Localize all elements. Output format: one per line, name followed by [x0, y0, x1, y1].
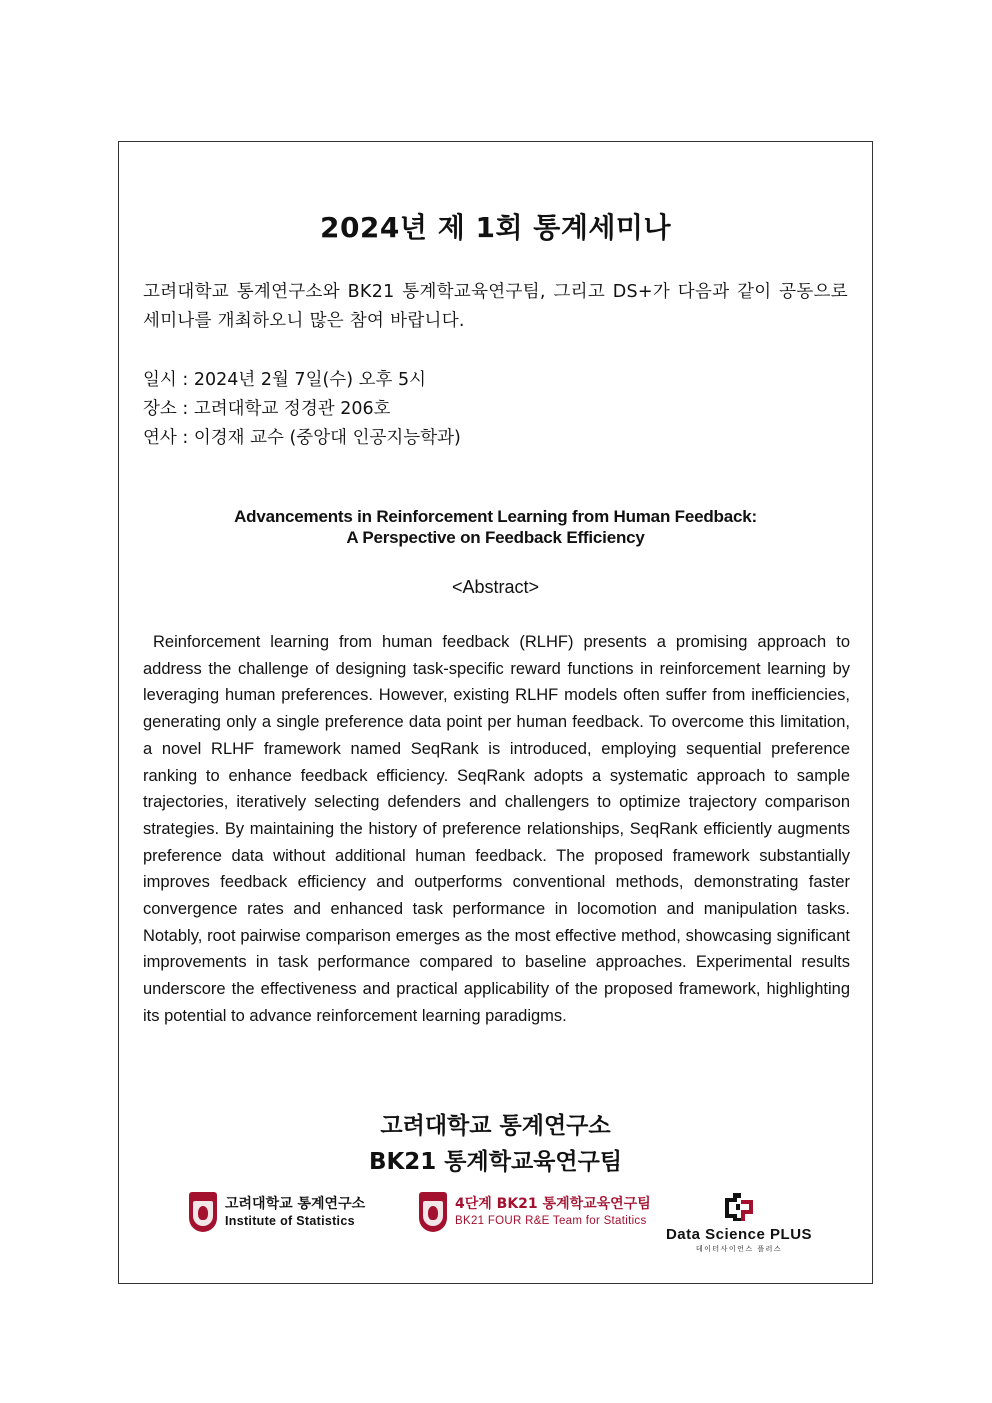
event-location: 장소 : 고려대학교 정경관 206호 — [143, 399, 391, 419]
organizer-2: BK21 통계학교육연구팀 — [368, 1149, 623, 1175]
organizer-1: 고려대학교 통계연구소 — [380, 1113, 611, 1139]
page-title: 2024년 제 1회 통계세미나 — [319, 211, 672, 244]
korea-university-shield-icon — [419, 1192, 447, 1232]
bk21-logo-line2: BK21 FOUR R&E Team for Statitics — [455, 1214, 647, 1227]
seminar-notice — [118, 141, 873, 1284]
organizers — [119, 1108, 872, 1180]
ds-logo-line1: Data Science PLUS — [665, 1226, 813, 1243]
event-datetime: 일시 : 2024년 2월 7일(수) 오후 5시 — [143, 370, 427, 390]
bk21-logo-line1: 4단계 BK21 통계학교육연구팀 — [455, 1195, 651, 1212]
data-science-plus-icon — [719, 1192, 759, 1222]
talk-title-line1: Advancements in Reinforcement Learning from Human Feedback: — [234, 507, 757, 526]
intro-paragraph: 고려대학교 통계연구소와 BK21 통계학교육연구팀, 그리고 DS+가 다음과 같이 공동으로 세미나를 개최하오니 많은 참여 바랍니다. — [143, 282, 848, 331]
talk-title — [119, 506, 872, 548]
ku-logo-line2: Institute of Statistics — [225, 1213, 355, 1228]
bk21-logo — [419, 1192, 651, 1232]
abstract-text: Reinforcement learning from human feedback (RLHF) presents a promising approach to address the challenge of designing task-specific reward functions in reinforcement learning by leveraging human preferences. However, existing RLHF models often suffer from inefficiencies, generating only a single preference data point per human feedback. To overcome this limitation, a novel RLHF framework named SeqRank is introduced, employing sequential preference ranking to enhance feedback efficiency. SeqRank adopts a systematic approach to sample trajectories, iteratively selecting defenders and challengers to optimize trajectory comparison strategies. By maintaining the history of preference relationships, SeqRank efficiently augments preference data without additional human feedback. The proposed framework substantially improves feedback efficiency and outperforms conventional methods, demonstrating faster convergence rates and enhanced task performance in locomotion and manipulation tasks. Notably, root pairwise comparison emerges as the most effective method, showcasing significant improvements in task performance compared to baseline approaches. Experimental results underscore the effectiveness and practical applicability of the proposed framework, highlighting its potential to advance reinforcement learning paradigms. — [143, 633, 850, 1025]
event-speaker: 연사 : 이경재 교수 (중앙대 인공지능학과) — [143, 428, 461, 448]
korea-university-shield-icon — [189, 1192, 217, 1232]
data-science-plus-logo — [664, 1192, 814, 1254]
event-info — [143, 366, 461, 453]
logo-row — [119, 1192, 872, 1252]
ku-statistics-logo — [189, 1192, 365, 1232]
ku-logo-line1: 고려대학교 통계연구소 — [225, 1195, 366, 1212]
talk-title-line2: A Perspective on Feedback Efficiency — [346, 528, 645, 547]
abstract-heading: <Abstract> — [451, 577, 540, 597]
ds-logo-line2: 데이터사이언스 플러스 — [695, 1245, 783, 1253]
